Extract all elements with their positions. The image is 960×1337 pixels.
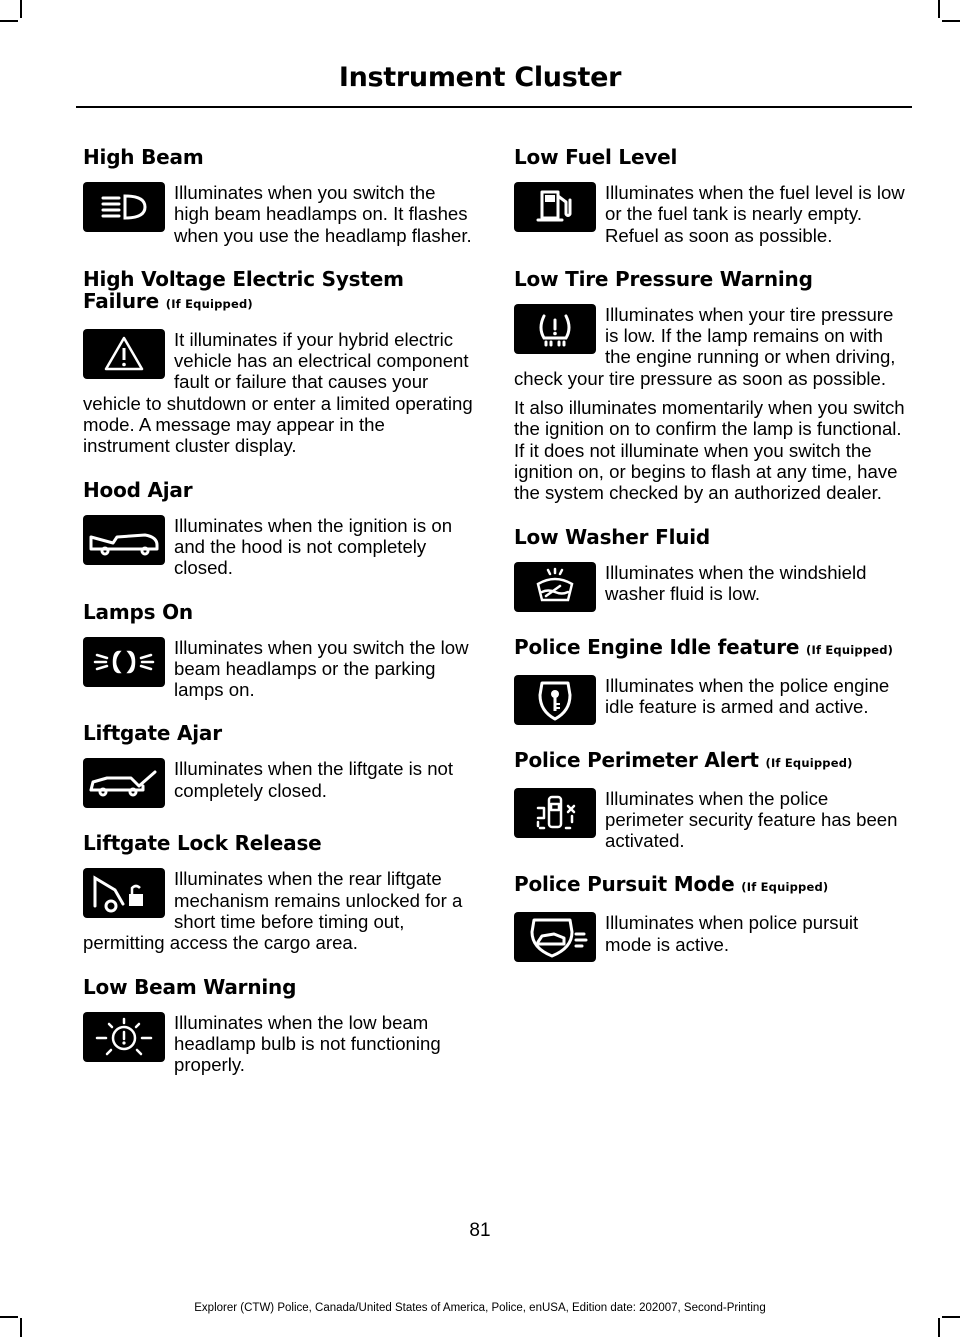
section-title: Low Fuel Level bbox=[514, 145, 678, 169]
pursuit-mode-icon bbox=[514, 912, 596, 962]
section-title: Police Pursuit Mode (If Equipped) bbox=[514, 872, 829, 897]
section-title: Police Engine Idle feature (If Equipped) bbox=[514, 634, 894, 659]
section-police-idle bbox=[514, 636, 906, 718]
section-title: Police Perimeter Alert (If Equipped) bbox=[514, 747, 853, 772]
section-pursuit-mode bbox=[514, 873, 906, 955]
section-text: Illuminates when the ignition is on and the hood is not completely closed. bbox=[174, 514, 453, 579]
section-text: Illuminates when the liftgate is not completely closed. bbox=[174, 758, 454, 801]
section-high-voltage bbox=[83, 268, 475, 457]
section-low-beam-warning bbox=[83, 976, 475, 1076]
section-extra-text: It also illuminates momentarily when you switch the ignition on to confirm the lamp is functional. If it does not illuminate when you switch the ignition on, or begins to flash at any time, have the system checked by an authorized dealer. bbox=[514, 397, 905, 504]
perimeter-alert-icon bbox=[514, 788, 596, 838]
section-text: Illuminates when your tire pressure is low. If the lamp remains on with the engine running or when driving, check your tire pressure as soon as possible. bbox=[514, 303, 896, 389]
section-hood-ajar bbox=[83, 479, 475, 579]
section-text: Illuminates when you switch the low beam headlamps or the parking lamps on. bbox=[174, 636, 469, 701]
right-column bbox=[514, 146, 906, 964]
section-title: Low Washer Fluid bbox=[514, 524, 711, 549]
header-divider bbox=[76, 106, 912, 108]
section-text: Illuminates when the fuel level is low or the fuel tank is nearly empty. Refuel as soon as possible. bbox=[605, 182, 905, 246]
crop-mark bbox=[20, 1318, 22, 1337]
section-text: Illuminates when police pursuit mode is active. bbox=[605, 912, 859, 955]
page-number: 81 bbox=[469, 1220, 491, 1241]
section-liftgate-lock bbox=[83, 832, 475, 953]
section-text: Illuminates when the rear liftgate mechanism remains unlocked for a short time before timing out, permitting access the cargo area. bbox=[83, 868, 463, 954]
section-lamps-on bbox=[83, 601, 475, 701]
section-title: Liftgate Lock Release bbox=[83, 831, 322, 856]
crop-mark bbox=[0, 1316, 18, 1318]
section-text: Illuminates when the windshield washer fluid is low. bbox=[605, 561, 867, 604]
crop-mark bbox=[942, 1316, 960, 1318]
section-tire-pressure bbox=[514, 268, 906, 504]
section-text: Illuminates when you switch the high beam headlamps on. It flashes when you use the headlamp flasher. bbox=[174, 182, 472, 246]
liftgate-lock-icon bbox=[83, 868, 165, 918]
section-low-fuel bbox=[514, 146, 906, 246]
section-washer-fluid bbox=[514, 526, 906, 605]
high-beam-icon bbox=[83, 182, 165, 232]
tire-pressure-icon bbox=[514, 304, 596, 354]
left-column bbox=[83, 146, 475, 1076]
hood-ajar-icon bbox=[83, 515, 165, 565]
section-text: Illuminates when the police perimeter security feature has been activated. bbox=[605, 787, 898, 852]
fuel-pump-icon bbox=[514, 182, 596, 232]
washer-fluid-icon bbox=[514, 562, 596, 612]
low-beam-warning-icon bbox=[83, 1012, 165, 1062]
section-title: Lamps On bbox=[83, 599, 193, 624]
section-title: Low Tire Pressure Warning bbox=[514, 266, 813, 291]
section-title: Liftgate Ajar bbox=[83, 721, 222, 746]
crop-mark bbox=[938, 0, 940, 18]
section-high-beam bbox=[83, 146, 475, 246]
section-text: Illuminates when the police engine idle feature is armed and active. bbox=[605, 674, 890, 717]
section-perimeter-alert bbox=[514, 749, 906, 852]
warning-triangle-icon bbox=[83, 329, 165, 379]
crop-mark bbox=[20, 0, 22, 18]
section-title: High Beam bbox=[83, 145, 204, 169]
page-title: Instrument Cluster bbox=[338, 62, 622, 93]
crop-mark bbox=[0, 20, 18, 22]
section-title: Hood Ajar bbox=[83, 477, 193, 502]
crop-mark bbox=[938, 1318, 940, 1337]
section-title: High Voltage Electric System Failure (If Equipped) bbox=[83, 266, 404, 313]
liftgate-ajar-icon bbox=[83, 758, 165, 808]
crop-mark bbox=[942, 20, 960, 22]
section-text: It illuminates if your hybrid electric vehicle has an electrical component fault or failure that causes your vehicle to shutdown or enter a limited operating mode. A message may appear in the instrument cluster display. bbox=[83, 328, 473, 457]
section-text: Illuminates when the low beam headlamp bulb is not functioning properly. bbox=[174, 1011, 441, 1076]
section-liftgate-ajar bbox=[83, 722, 475, 801]
lamps-on-icon bbox=[83, 637, 165, 687]
section-title: Low Beam Warning bbox=[83, 974, 297, 999]
footer-text: Explorer (CTW) Police, Canada/United States of America, Police, enUSA, Edition date: 202007, Second-Printing bbox=[194, 1302, 766, 1314]
police-idle-icon bbox=[514, 675, 596, 725]
